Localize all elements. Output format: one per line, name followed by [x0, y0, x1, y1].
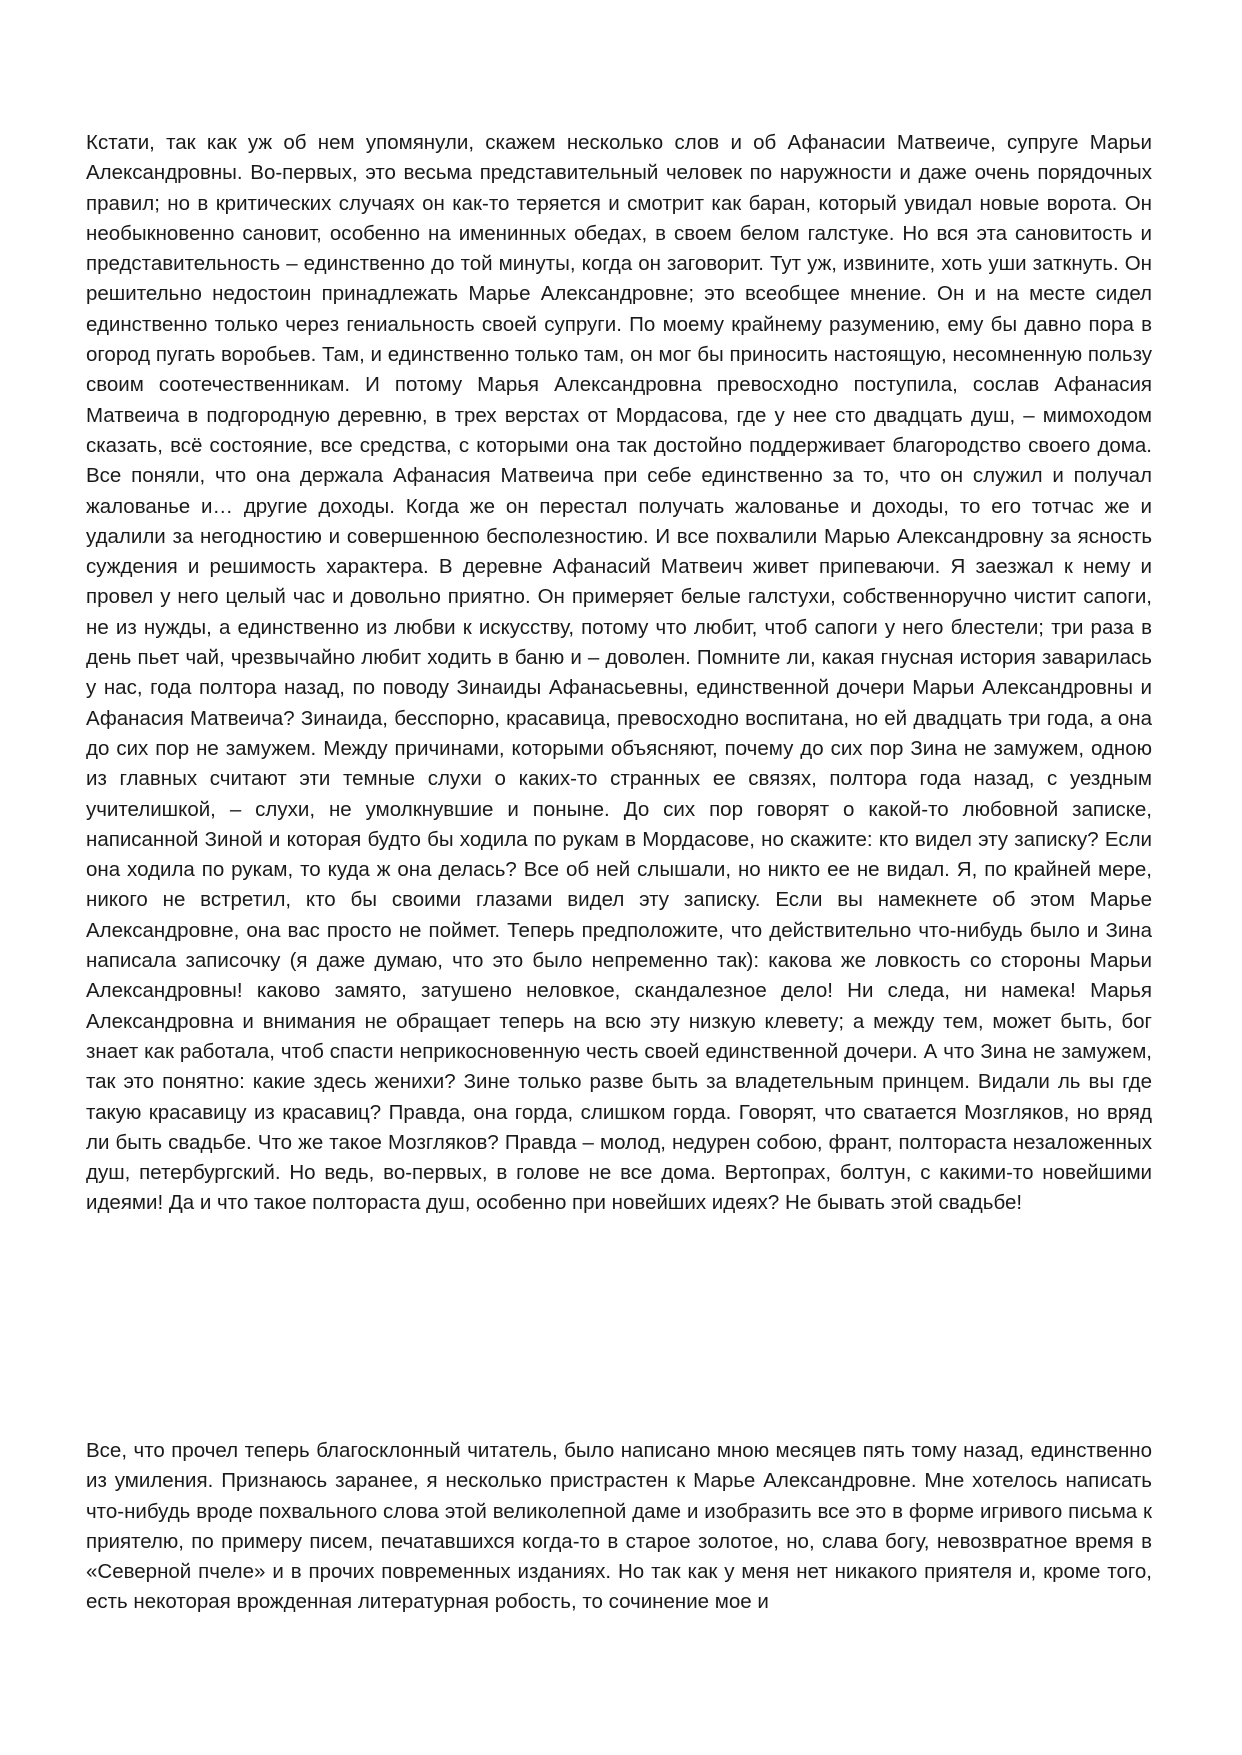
- paragraph-afanasy-matveich: Кстати, так как уж об нем упомянули, скажем несколько слов и об Афанасии Матвеиче, супруге Марьи Александровны. Во-первых, это весьма представительный человек по наружности и даже очень порядочных правил; но в критических случаях он как-то теряется и смотрит как баран, который увидал новые ворота. Он необыкновенно сановит, особенно на именинных обедах, в своем белом галстуке. Но вся эта сановитость и представительность – единственно до той минуты, когда он заговорит. Тут уж, извините, хоть уши заткнуть. Он решительно недостоин принадлежать Марье Александровне; это всеобщее мнение. Он и на месте сидел единственно только через гениальность своей супруги. По моему крайнему разумению, ему бы давно пора в огород пугать воробьев. Там, и единственно только там, он мог бы приносить настоящую, несомненную пользу своим соотечественникам. И потому Марья Александровна превосходно поступила, сослав Афанасия Матвеича в подгородную деревню, в трех верстах от Мордасова, где у нее сто двадцать душ, – мимоходом сказать, всё состояние, все средства, с которыми она так достойно поддерживает благородство своего дома. Все поняли, что она держала Афанасия Матвеича при себе единственно за то, что он служил и получал жалованье и… другие доходы. Когда же он перестал получать жалованье и доходы, то его тотчас же и удалили за негодностию и совершенною бесполезностию. И все похвалили Марью Александровну за ясность суждения и решимость характера. В деревне Афанасий Матвеич живет припеваючи. Я заезжал к нему и провел у него целый час и довольно приятно. Он примеряет белые галстухи, собственноручно чистит сапоги, не из нужды, а единственно из любви к искусству, потому что любит, чтоб сапоги у него блестели; три раза в день пьет чай, чрезвычайно любит ходить в баню и – доволен. Помните ли, какая гнусная история заварилась у нас, года полтора назад, по поводу Зинаиды Афанасьевны, единственной дочери Марьи Александровны и Афанасия Матвеича? Зинаида, бесспорно, красавица, превосходно воспитана, но ей двадцать три года, а она до сих пор не замужем. Между причинами, которыми объясняют, почему до сих пор Зина не замужем, одною из главных считают эти темные слухи о каких-то странных ее связях, полтора года назад, с уездным учителишкой, – слухи, не умолкнувшие и поныне. До сих пор говорят о какой-то любовной записке, написанной Зиной и которая будто бы ходила по рукам в Мордасове, но скажите: кто видел эту записку? Если она ходила по рукам, то куда ж она делась? Все об ней слышали, но никто ее не видал. Я, по крайней мере, никого не встретил, кто бы своими глазами видел эту записку. Если вы намекнете об этом Марье Александровне, она вас просто не поймет. Теперь предположите, что действительно что-нибудь было и Зина написала записочку (я даже думаю, что это было непременно так): какова же ловкость со стороны Марьи Александровны! каково замято, затушено неловкое, скандалезное дело! Ни следа, ни намека! Марья Александровна и внимания не обращает теперь на всю эту низкую клевету; а между тем, может быть, бог знает как работала, чтоб спасти неприкосновенную честь своей единственной дочери. А что Зина не замужем, так это понятно: какие здесь женихи? Зине только разве быть за владетельным принцем. Видали ль вы где такую красавицу из красавиц? Правда, она горда, слишком горда. Говорят, что сватается Мозгляков, но вряд ли быть свадьбе. Что же такое Мозгляков? Правда – молод, недурен собою, франт, полтораста незаложенных душ, петербургский. Но ведь, во-первых, в голове не все дома. Вертопрах, болтун, с какими-то новейшими идеями! Да и что такое полтораста душ, особенно при новейших идеях? Не бывать этой свадьбе!: [86, 131, 1152, 1215]
- paragraph-narrator-confession: Все, что прочел теперь благосклонный читатель, было написано мною месяцев пять тому назад, единственно из умиления. Признаюсь заранее, я несколько пристрастен к Марье Александровне. Мне хотелось написать что-нибудь вроде похвального слова этой великолепной даме и изобразить все это в форме игривого письма к приятелю, по примеру писем, печатавшихся когда-то в старое золотое, но, слава богу, невозвратное время в «Северной пчеле» и в прочих повременных изданиях. Но так как у меня нет никакого приятеля и, кроме того, есть некоторая врожденная литературная робость, то сочинение мое и: [86, 1439, 1152, 1614]
